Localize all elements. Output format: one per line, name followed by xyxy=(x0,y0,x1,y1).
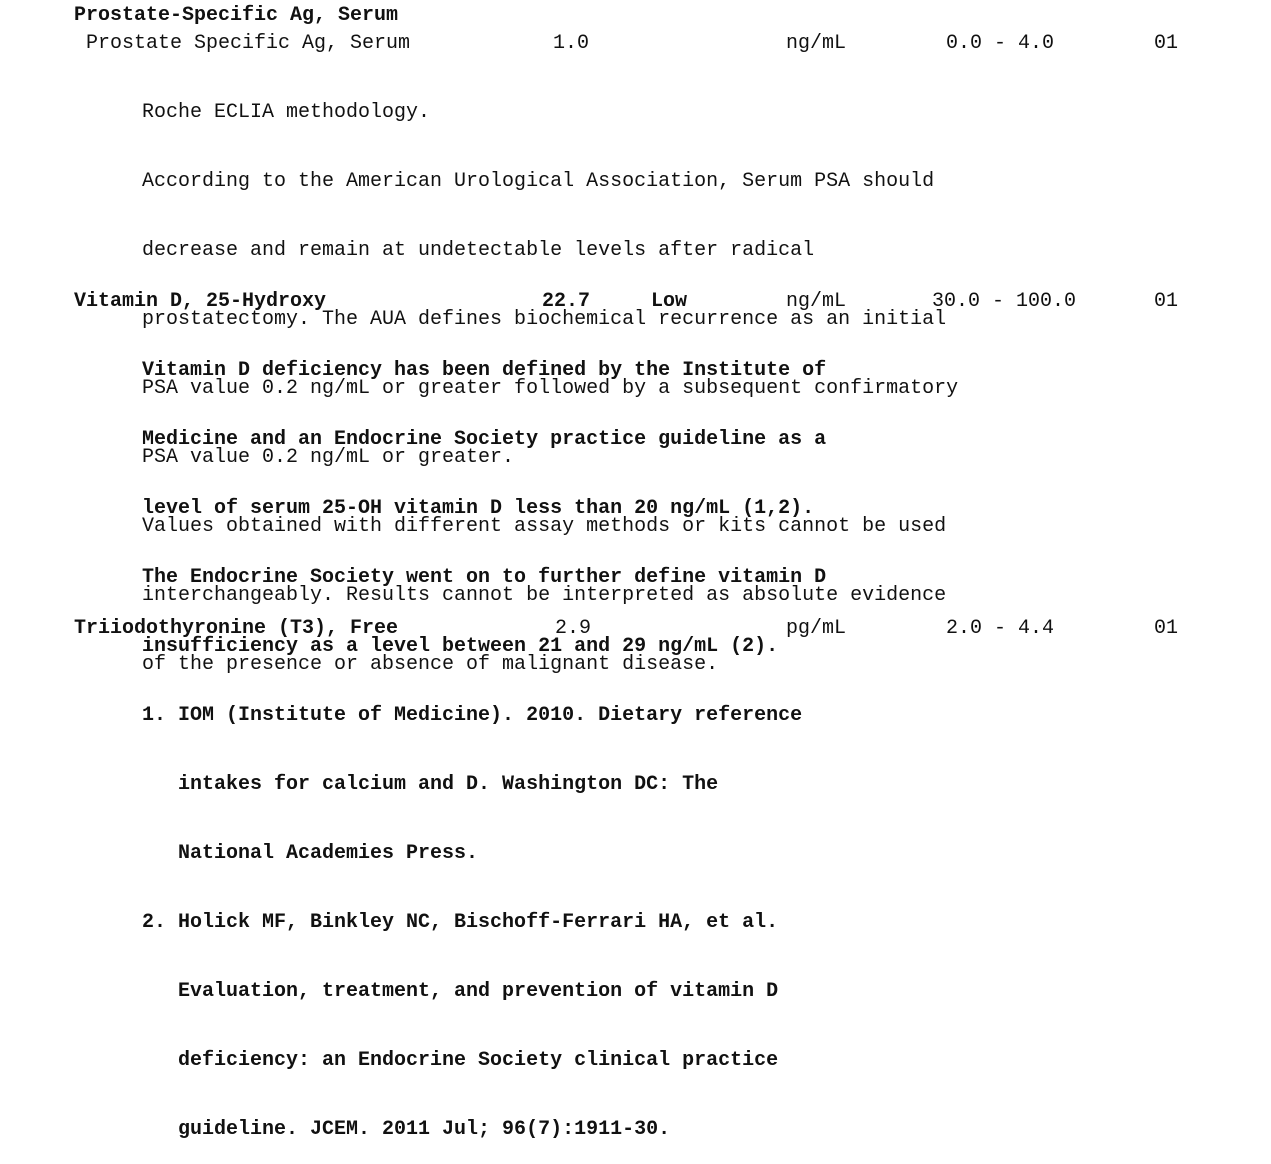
vitd-lab-code: 01 xyxy=(1154,290,1179,313)
note-line: The Endocrine Society went on to further define vitamin D xyxy=(142,566,827,589)
vitd-test-name: Vitamin D, 25-Hydroxy xyxy=(74,290,327,313)
note-line: prostatectomy. The AUA defines biochemical recurrence as an initial xyxy=(142,308,947,331)
psa-reference-range: 0.0 - 4.0 xyxy=(946,32,1055,55)
note-line: guideline. JCEM. 2011 Jul; 96(7):1911-30. xyxy=(142,1118,671,1141)
note-line: According to the American Urological Association, Serum PSA should xyxy=(142,170,935,193)
psa-test-name: Prostate Specific Ag, Serum xyxy=(86,32,411,55)
t3-lab-code: 01 xyxy=(1154,617,1179,640)
note-line: deficiency: an Endocrine Society clinical practice xyxy=(142,1049,779,1072)
vitd-notes xyxy=(142,313,826,1164)
vitd-flag: Low xyxy=(651,290,688,313)
psa-value: 1.0 xyxy=(553,32,590,55)
note-line: interchangeably. Results cannot be interpreted as absolute evidence xyxy=(142,584,947,607)
vitd-value: 22.7 xyxy=(542,290,591,313)
psa-group-title: Prostate-Specific Ag, Serum xyxy=(74,4,399,27)
note-line: Evaluation, treatment, and prevention of vitamin D xyxy=(142,980,779,1003)
t3-test-name: Triiodothyronine (T3), Free xyxy=(74,617,399,640)
t3-value: 2.9 xyxy=(555,617,592,640)
note-line: 1. IOM (Institute of Medicine). 2010. Dietary reference xyxy=(142,704,803,727)
note-line: Medicine and an Endocrine Society practice guideline as a xyxy=(142,428,827,451)
note-line: National Academies Press. xyxy=(142,842,479,865)
note-line: Roche ECLIA methodology. xyxy=(142,101,431,124)
note-line: of the presence or absence of malignant disease. xyxy=(142,653,719,676)
note-line: PSA value 0.2 ng/mL or greater followed by a subsequent confirmatory xyxy=(142,377,959,400)
vitd-units: ng/mL xyxy=(786,290,847,313)
note-line: level of serum 25-OH vitamin D less than 20 ng/mL (1,2). xyxy=(142,497,815,520)
note-line: Values obtained with different assay methods or kits cannot be used xyxy=(142,515,947,538)
note-line: Vitamin D deficiency has been defined by the Institute of xyxy=(142,359,827,382)
note-line: PSA value 0.2 ng/mL or greater. xyxy=(142,446,515,469)
t3-reference-range: 2.0 - 4.4 xyxy=(946,617,1055,640)
note-line: intakes for calcium and D. Washington DC: The xyxy=(142,773,719,796)
note-line: insufficiency as a level between 21 and 29 ng/mL (2). xyxy=(142,635,779,658)
note-line: decrease and remain at undetectable levels after radical xyxy=(142,239,815,262)
psa-lab-code: 01 xyxy=(1154,32,1179,55)
psa-units: ng/mL xyxy=(786,32,847,55)
vitd-reference-range: 30.0 - 100.0 xyxy=(932,290,1077,313)
note-line: 2. Holick MF, Binkley NC, Bischoff-Ferrari HA, et al. xyxy=(142,911,779,934)
t3-units: pg/mL xyxy=(786,617,847,640)
